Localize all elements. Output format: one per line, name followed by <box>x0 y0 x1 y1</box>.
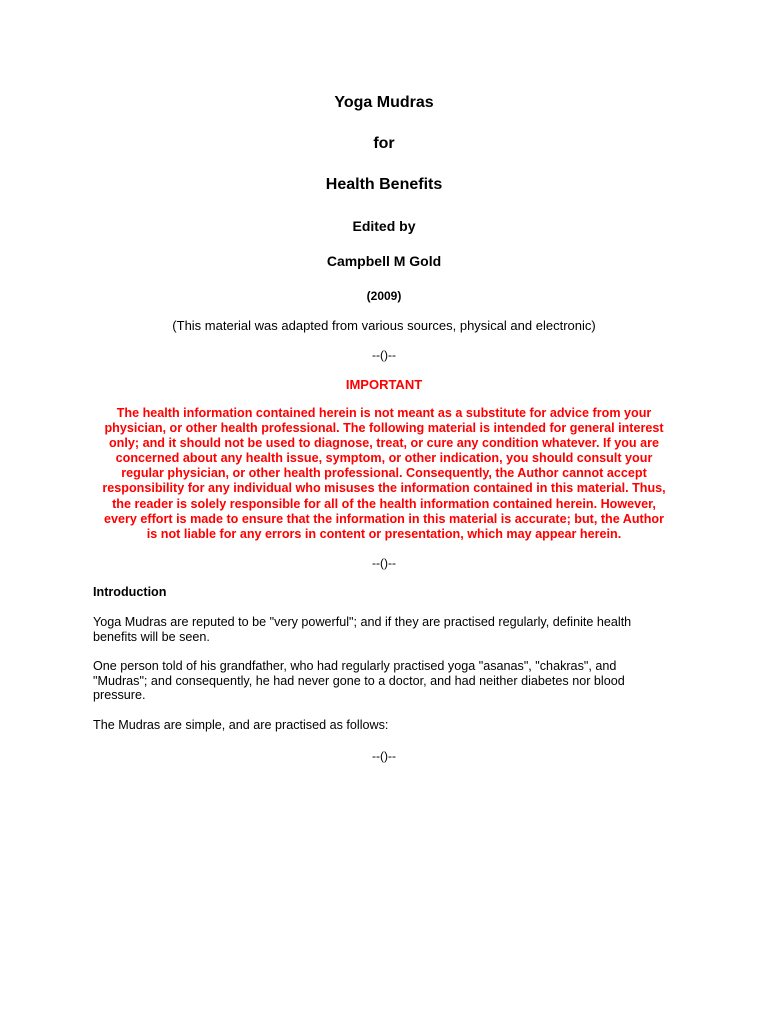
disclaimer-line: concerned about any health issue, symptom, or other indication, you should consult your <box>115 451 653 466</box>
introduction-paragraph-3 <box>93 718 683 733</box>
disclaimer-line: is not liable for any errors in content or presentation, which may appear herein. <box>146 526 622 541</box>
disclaimer-block <box>80 406 688 542</box>
title-line-2: for <box>373 135 395 152</box>
disclaimer-line: physician, or other health professional. The following material is intended for general interest <box>104 421 664 436</box>
separator-2: --()-- <box>372 556 396 570</box>
paragraph-line: Yoga Mudras are reputed to be "very powerful"; and if they are practised regularly, definite health <box>93 615 632 629</box>
disclaimer-line: The health information contained herein is not meant as a substitute for advice from your <box>116 406 652 420</box>
introduction-heading: Introduction <box>93 585 167 599</box>
disclaimer-line: the reader is solely responsible for all of the health information contained herein. However, <box>112 496 656 511</box>
disclaimer-line: only; and it should not be used to diagnose, treat, or cure any condition whatever. If you are <box>108 436 659 451</box>
paragraph-line: "Mudras"; and consequently, he had never gone to a doctor, and had neither diabetes nor blood <box>93 673 625 688</box>
introduction-paragraph-2 <box>93 659 683 703</box>
publication-year: (2009) <box>366 289 402 303</box>
disclaimer-line: every effort is made to ensure that the information in this material is accurate; but, the Author <box>103 511 665 526</box>
paragraph-line: One person told of his grandfather, who had regularly practised yoga "asanas", "chakras", and <box>93 659 617 673</box>
title-line-1: Yoga Mudras <box>334 94 434 111</box>
important-heading: IMPORTANT <box>345 377 423 392</box>
author-name: Campbell M Gold <box>326 253 442 269</box>
separator-1: --()-- <box>372 348 396 362</box>
title-line-3: Health Benefits <box>325 176 443 193</box>
paragraph-line: pressure. <box>93 688 146 703</box>
introduction-paragraph-1 <box>93 615 683 644</box>
paragraph-line: benefits will be seen. <box>93 629 210 644</box>
disclaimer-line: responsibility for any individual who misuses the information contained in this material. Thus, <box>102 481 666 496</box>
separator-3: --()-- <box>372 749 396 763</box>
source-note: (This material was adapted from various sources, physical and electronic) <box>172 318 596 333</box>
paragraph-line: The Mudras are simple, and are practised as follows: <box>93 718 389 732</box>
disclaimer-line: regular physician, or other health professional. Consequently, the Author cannot accept <box>121 466 647 481</box>
edited-by-label: Edited by <box>352 218 416 234</box>
